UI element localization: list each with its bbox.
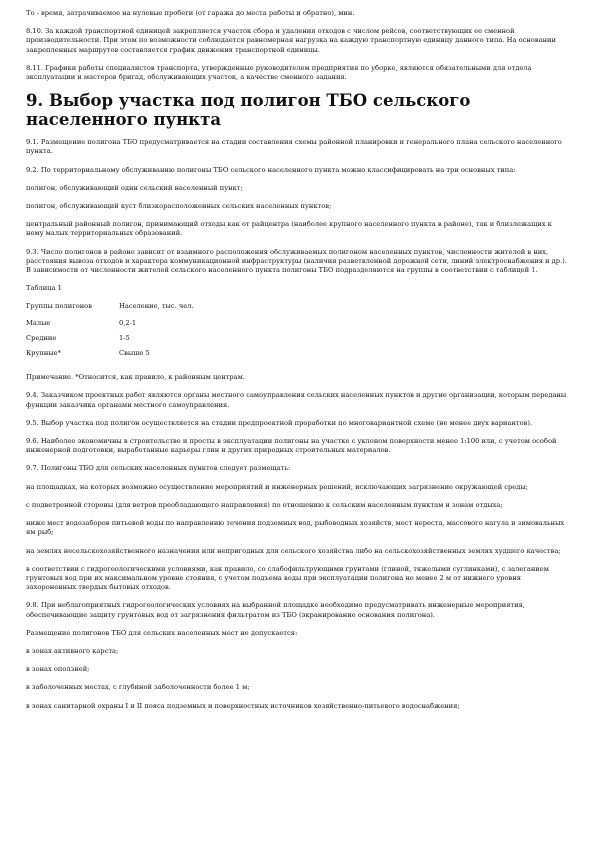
- paragraph-to-definition: То - время, затрачиваемое на нулевые пробеги (от гаража до места работы и обратно), мин.: [26, 9, 355, 17]
- population-table: [26, 302, 194, 364]
- paragraph-9-5: 9.5. Выбор участка под полигон осуществляется на стадии предпроектной проработки по многовариантной схеме (не менее двух вариантов).: [26, 418, 533, 427]
- table-caption: Таблица 1: [26, 284, 62, 293]
- section-title: 9. Выбор участка под полигон ТБО сельского населенного пункта: [26, 91, 471, 130]
- paragraph-9-1: 9.1. Размещение полигона ТБО предусматривается на стадии составления схемы районной планировки и генерального плана сельского населенного пункта.: [26, 138, 562, 156]
- paragraph-9-8: 9.8. При неблагоприятных гидрогеологических условиях на выбранной площадке необходимо предусматривать инженерные мероприятия, обеспечивающие защиту грунтовых вод от загрязнения фильтратом из ТБО (экранирование основания полигона).: [26, 601, 525, 619]
- forbidden-2: в зонах оползней;: [26, 665, 90, 674]
- paragraph-9-3-text: 9.3. Число полигонов в районе зависит от взаимного расположения обслуживаемых полигоном населенных пунктов, численности жителей в них, расстояния вывоза отходов и характера коммуникационной инфраструктуры (наличия разветвленной дорожной сети, линий электроснабжения и др.). В зависимости от численности жителей сельского населенного пункта полигоны ТБО подразделяются на группы в соответствии с таблицей: [26, 247, 567, 275]
- placement-rule-5: в соответствии с гидрогеологическими условиями, как правило, со слабофильтрующими грунтами (глиной, тяжелыми суглинками), с залеганием грунтовых вод при их максимальном уровне стояния, с учетом подъема воды при эксплуатации полигона не менее 2 м от нижнего уровня захороненных твердых бытовых отходов.: [26, 564, 549, 592]
- paragraph-9-6: 9.6. Наиболее экономичны в строительстве и просты в эксплуатации полигоны на участке с уклоном поверхности менее 1:100 или, с учетом особой инженерной подготовки, выработанные карьеры глин и других природных строительных материалов.: [26, 437, 557, 455]
- paragraph-9-2: 9.2. По территориальному обслуживанию полигоны ТБО сельского населенного пункта можно классифицировать на три основных типа:: [26, 165, 516, 174]
- forbidden-intro: Размещение полигонов ТБО для сельских населенных мест не допускается:: [26, 628, 298, 637]
- paragraph-8-10: 8.10. За каждой транспортной единицей закрепляется участок сбора и удаления отходов с числом рейсов, соответствующих ее сменной производительности. При этом по возможности соблюдается равномерная нагрузка на каждую транспортную единицу данного типа. На основании закрепленных маршрутов составляется график движения транспортной единицы.: [26, 27, 556, 54]
- placement-rule-2: с подветренной стороны (для ветров преобладающего направления) по отношению к сельским населенным пунктам и зонам отдыха;: [26, 500, 503, 509]
- landfill-type-1: полигон, обслуживающий один сельский населенный пункт;: [26, 183, 243, 192]
- table-1-link[interactable]: 1: [531, 266, 536, 275]
- landfill-type-3: центральный районный полигон, принимающий отходы как от райцентра (наиболее крупного населенного пункта в районе), так и близлежащих к нему малых территориальных образований.: [26, 220, 552, 238]
- paragraph-9-4: 9.4. Заказчиком проектных работ являются органы местного самоуправления сельских населенных пунктов и другие организации, которым переданы функции заказчика органами местного самоуправления.: [26, 391, 567, 409]
- table-cell: Свыше 5: [119, 349, 150, 358]
- table-row: [26, 349, 194, 364]
- paragraph-9-3-end: .: [535, 266, 538, 275]
- paragraph-8-11: 8.11. Графики работы специалистов транспорта, утвержденные руководителем предприятия по уборке, являются обязательными для отдела эксплуатации и мастеров бригад, обслуживающих участок, а качестве сменного задания.: [26, 63, 532, 82]
- placement-rule-4: на землях несельскохозяйственного назначения или непригодных для сельского хозяйства либо на сельскохозяйственных землях худшего качества;: [26, 546, 561, 555]
- table-row: [26, 334, 194, 349]
- forbidden-4: в зонах санитарной охраны I и II пояса подземных и поверхностных источников хозяйственно-питьевого водоснабжения;: [26, 701, 460, 710]
- table-cell: 1-5: [119, 333, 130, 342]
- forbidden-3: в заболоченных местах, с глубиной заболоченности более 1 м;: [26, 683, 250, 692]
- paragraph-9-7: 9.7. Полигоны ТБО для сельских населенных пунктов следует размещать:: [26, 464, 291, 473]
- table-cell: Крупные*: [26, 349, 61, 358]
- forbidden-1: в зонах активного карста;: [26, 646, 119, 655]
- table-header-population: Население, тыс. чел.: [119, 302, 194, 311]
- paragraph-9-3: [26, 248, 569, 276]
- table-header-row: [26, 302, 194, 318]
- table-note: Примечание. *Относится, как правило, к районным центрам.: [26, 373, 245, 382]
- placement-rule-3: ниже мест водозаборов питьевой воды по направлению течения подземных вод, рыбоводных хозяйств, мест нереста, массового нагула и зимовальных ям рыб;: [26, 519, 565, 537]
- table-cell: Средние: [26, 333, 57, 342]
- table-header-group: Группы полигонов: [26, 302, 92, 311]
- table-row: [26, 319, 194, 334]
- landfill-type-2: полигон, обслуживающий куст близкорасположенных сельских населенных пунктов;: [26, 202, 332, 211]
- placement-rule-1: на площадках, на которых возможно осуществление мероприятий и инженерных решений, исключающих загрязнение окружающей среды;: [26, 482, 528, 491]
- table-cell: 0,2-1: [119, 318, 137, 327]
- table-cell: Малые: [26, 318, 51, 327]
